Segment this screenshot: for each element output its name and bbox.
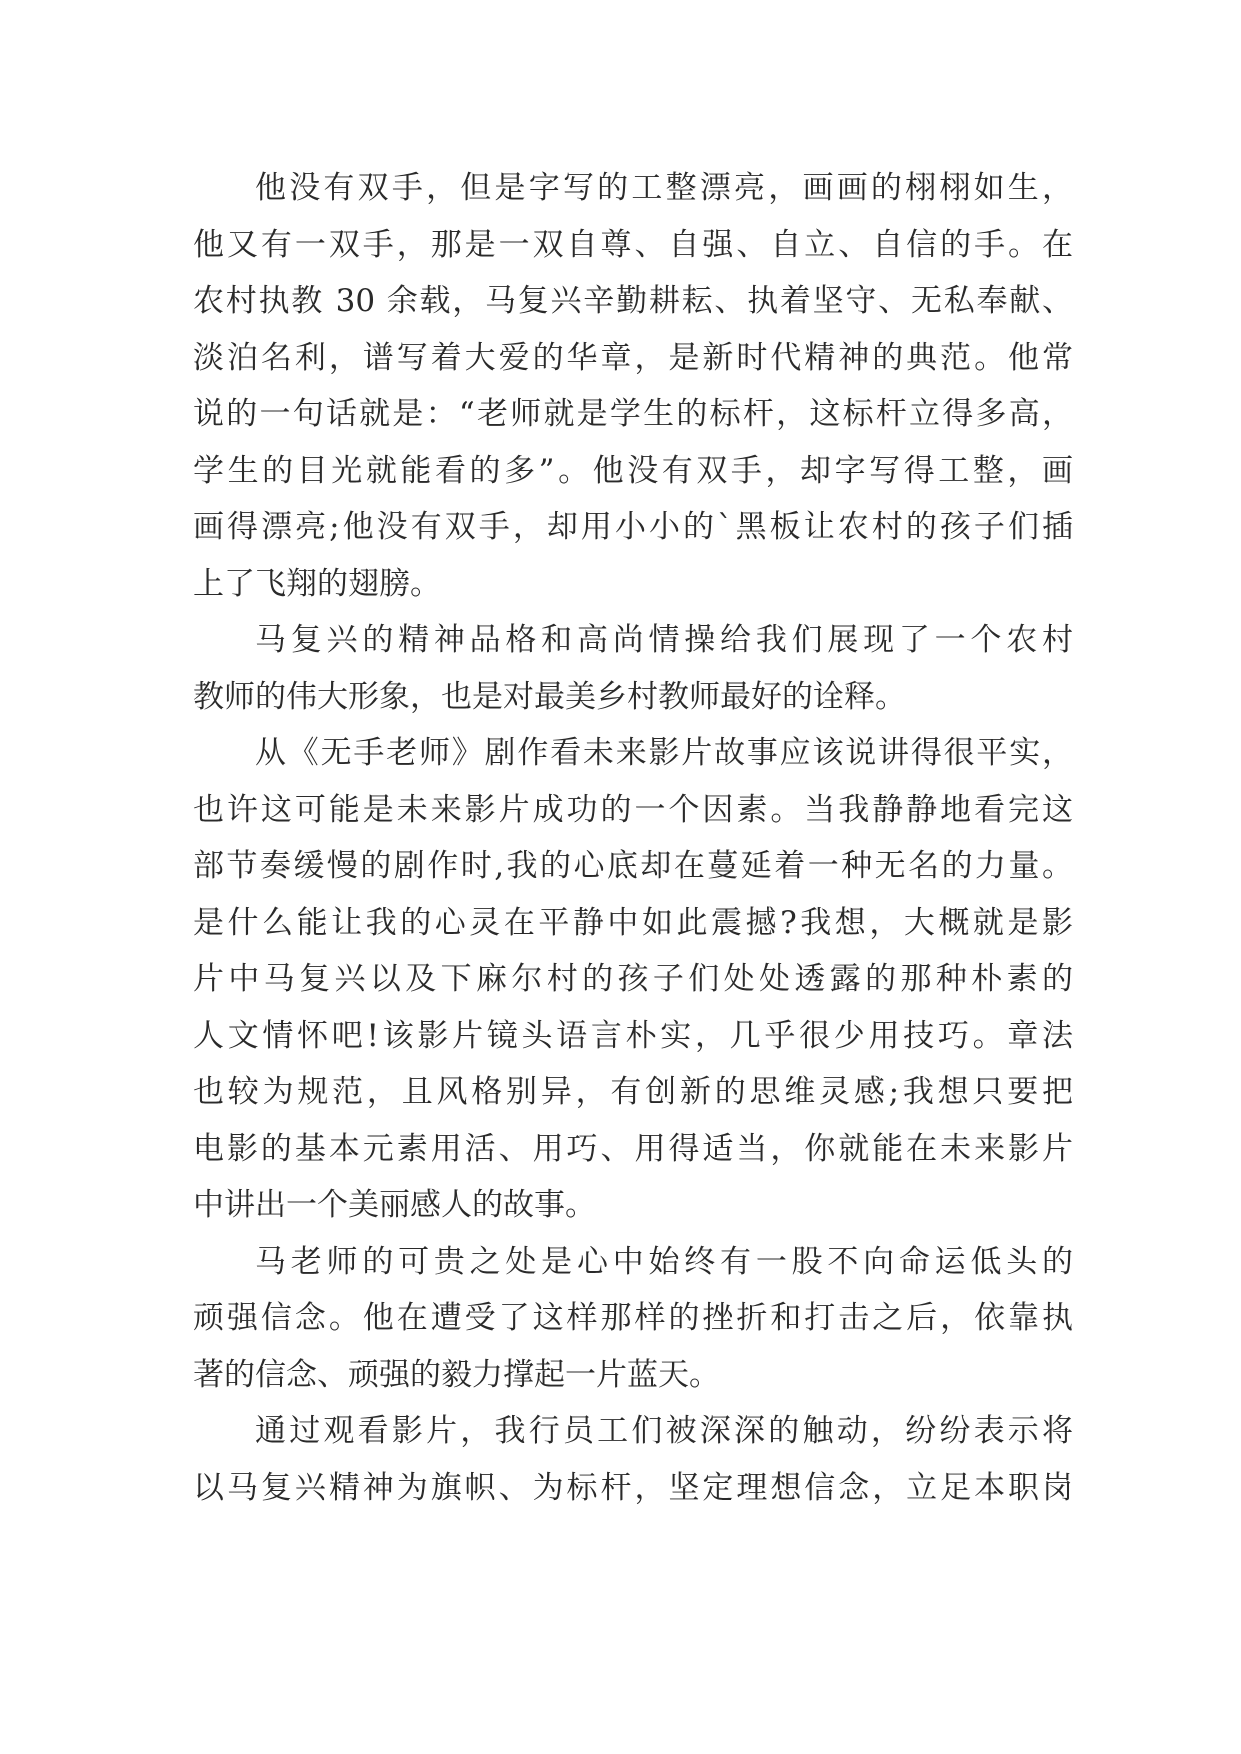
paragraph-1-line-7: 画得漂亮;他没有双手，却用小小的`黑板让农村的孩子们插 (193, 509, 1073, 545)
paragraph-5-line-1: 通过观看影片，我行员工们被深深的触动，纷纷表示将 (255, 1413, 1073, 1449)
paragraph-1-line-3: 农村执教 30 余载，马复兴辛勤耕耘、执着坚守、无私奉献、 (193, 283, 1073, 319)
paragraph-3-line-2: 也许这可能是未来影片成功的一个因素。当我静静地看完这 (193, 791, 1073, 828)
paragraph-3-line-4: 是什么能让我的心灵在平静中如此震撼?我想，大概就是影 (193, 904, 1073, 941)
paragraph-3-line-3: 部节奏缓慢的剧作时,我的心底却在蔓延着一种无名的力量。 (193, 848, 1073, 884)
paragraph-1-line-8: 上了飞翔的翅膀。 (193, 565, 441, 602)
paragraph-4-line-1: 马老师的可贵之处是心中始终有一股不向命运低头的 (255, 1243, 1073, 1280)
paragraph-1-line-2: 他又有一双手，那是一双自尊、自强、自立、自信的手。在 (193, 226, 1073, 263)
paragraph-2-line-2: 教师的伟大形象，也是对最美乡村教师最好的诠释。 (193, 678, 906, 715)
paragraph-3-line-7: 也较为规范，且风格别异，有创新的思维灵感;我想只要把 (193, 1074, 1073, 1110)
paragraph-3-line-9: 中讲出一个美丽感人的故事。 (193, 1187, 596, 1223)
paragraph-1-line-6: 学生的目光就能看的多”。他没有双手，却字写得工整，画 (193, 452, 1073, 489)
document-body (193, 160, 1073, 1516)
paragraph-3-line-6: 人文情怀吧!该影片镜头语言朴实，几乎很少用技巧。章法 (193, 1017, 1073, 1054)
paragraph-3-line-5: 片中马复兴以及下麻尔村的孩子们处处透露的那种朴素的 (193, 961, 1073, 997)
paragraph-3-line-1: 从《无手老师》剧作看未来影片故事应该说讲得很平实， (255, 735, 1073, 771)
paragraph-4-line-3: 著的信念、顽强的毅力撑起一片蓝天。 (193, 1356, 720, 1393)
paragraph-4-line-2: 顽强信念。他在遭受了这样那样的挫折和打击之后，依靠执 (193, 1300, 1073, 1336)
paragraph-1-line-1: 他没有双手，但是字写的工整漂亮，画画的栩栩如生， (255, 170, 1073, 206)
paragraph-3-line-8: 电影的基本元素用活、用巧、用得适当，你就能在未来影片 (193, 1130, 1073, 1167)
paragraph-1-line-4: 淡泊名利，谱写着大爱的华章，是新时代精神的典范。他常 (193, 339, 1073, 376)
paragraph-1-line-5: 说的一句话就是：“老师就是学生的标杆，这标杆立得多高， (193, 396, 1073, 432)
paragraph-5-line-2: 以马复兴精神为旗帜、为标杆，坚定理想信念，立足本职岗 (193, 1469, 1073, 1506)
paragraph-2-line-1: 马复兴的精神品格和高尚情操给我们展现了一个农村 (255, 622, 1073, 658)
